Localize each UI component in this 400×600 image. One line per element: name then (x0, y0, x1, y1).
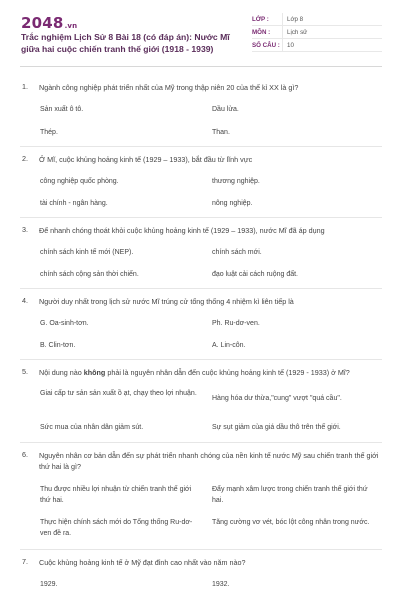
question-text: Ở Mĩ, cuộc khủng hoảng kinh tế (1929 – 1933), bắt đầu từ lĩnh vực (39, 155, 253, 164)
option-a[interactable]: chính sách kinh tế mới (NEP). (40, 249, 134, 256)
option-b[interactable]: Hàng hóa dư thừa,"cung" vượt "quá cầu". (212, 395, 342, 402)
question-number: 4. (22, 296, 28, 305)
info-table (252, 13, 382, 52)
lop-value: Lớp 8 (282, 13, 303, 25)
option-c[interactable]: chính sách cộng sản thời chiến. (40, 271, 139, 278)
mon-value: Lịch sử (282, 26, 307, 38)
option-c[interactable]: tài chính - ngân hàng. (40, 200, 108, 207)
page-title: Trắc nghiệm Lịch Sử 8 Bài 18 (có đáp án): Nước Mĩ giữa hai cuộc chiến tranh thế giới (1918 - 1939) (21, 32, 230, 54)
site-logo[interactable] (21, 14, 77, 32)
option-c[interactable]: Sức mua của nhân dân giảm sút. (40, 424, 144, 431)
question-divider (20, 359, 382, 360)
mon-label: MÔN : (252, 28, 271, 36)
question-number: 7. (22, 557, 28, 566)
lop-label: LỚP : (252, 15, 269, 23)
option-a[interactable]: 1929. (40, 581, 58, 588)
question-number: 3. (22, 225, 28, 234)
info-row-lop (252, 13, 382, 26)
question-number: 6. (22, 450, 28, 459)
option-c[interactable]: Thép. (40, 129, 58, 136)
question-text: Ngành công nghiệp phát triển nhất của Mỹ trong thập niên 20 của thế kỉ XX là gì? (39, 83, 299, 92)
question-text: Để nhanh chóng thoát khỏi cuộc khủng hoảng kinh tế (1929 – 1933), nước Mĩ đã áp dụng (39, 226, 325, 235)
header-divider (20, 66, 382, 67)
question-text-bold: không (83, 368, 106, 377)
option-d[interactable]: Than. (212, 129, 230, 136)
option-b[interactable]: Ph. Ru-dơ-ven. (212, 320, 260, 327)
option-a[interactable]: Thu được nhiều lợi nhuận từ chiến tranh thế giới thứ hai. (40, 486, 192, 504)
option-a[interactable]: G. Oa-sinh-tơn. (40, 320, 89, 327)
option-a[interactable]: Sản xuất ô tô. (40, 106, 84, 113)
option-b[interactable]: chính sách mới. (212, 249, 262, 256)
logo-suffix: .vn (64, 22, 78, 30)
option-c[interactable]: B. Clin-tơn. (40, 342, 76, 349)
question-divider (20, 549, 382, 550)
question-number: 1. (22, 82, 28, 91)
question-text: Nguyên nhân cơ bản dẫn đến sự phát triển nhanh chóng của nền kinh tế nước Mỹ sau chiến tranh thế giới thứ hai là gì? (39, 451, 379, 471)
question-text-pre: Nội dung nào (39, 368, 84, 377)
question-divider (20, 146, 382, 147)
info-row-mon (252, 26, 382, 39)
question-text-post: phải là nguyên nhân dẫn đến cuộc khủng hoảng kinh tế (1929 - 1933) ở Mĩ? (105, 368, 350, 377)
option-d[interactable]: Sự sụt giảm của giá dầu thô trên thế giới. (212, 424, 341, 431)
option-b[interactable]: Dầu lửa. (212, 106, 239, 113)
question-divider (20, 217, 382, 218)
option-b[interactable]: Đẩy mạnh xâm lược trong chiến tranh thế giới thứ hai. (212, 486, 368, 504)
question-text (39, 367, 379, 378)
logo-text: 2048 (21, 14, 64, 32)
question-divider (20, 442, 382, 443)
question-text: Người duy nhất trong lịch sử nước Mĩ trúng cử tổng thống 4 nhiệm kì liên tiếp là (39, 297, 294, 306)
option-d[interactable]: A. Lin-côn. (212, 342, 246, 349)
option-d[interactable]: Tăng cường vơ vét, bóc lột công nhân trong nước. (212, 519, 370, 526)
socau-label: SỐ CÂU : (252, 41, 280, 49)
question-number: 2. (22, 154, 28, 163)
option-c[interactable]: Thực hiện chính sách mới do Tổng thống Ru-dơ-ven đề ra. (40, 519, 193, 537)
option-b[interactable]: thương nghiệp. (212, 178, 260, 185)
option-d[interactable]: đạo luật cải cách ruộng đất. (212, 271, 299, 278)
question-divider (20, 288, 382, 289)
question-text: Cuộc khủng hoảng kinh tế ở Mỹ đạt đỉnh cao nhất vào năm nào? (39, 558, 246, 567)
page-header (0, 0, 400, 58)
option-a[interactable]: công nghiệp quốc phòng. (40, 178, 119, 185)
option-d[interactable]: nông nghiệp. (212, 200, 253, 207)
option-b[interactable]: 1932. (212, 581, 230, 588)
socau-value: 10 (282, 39, 294, 51)
question-number: 5. (22, 367, 28, 376)
option-a[interactable]: Giai cấp tư sản sản xuất ồ ạt, chạy theo lợi nhuận. (40, 390, 197, 397)
info-row-socau (252, 39, 382, 52)
